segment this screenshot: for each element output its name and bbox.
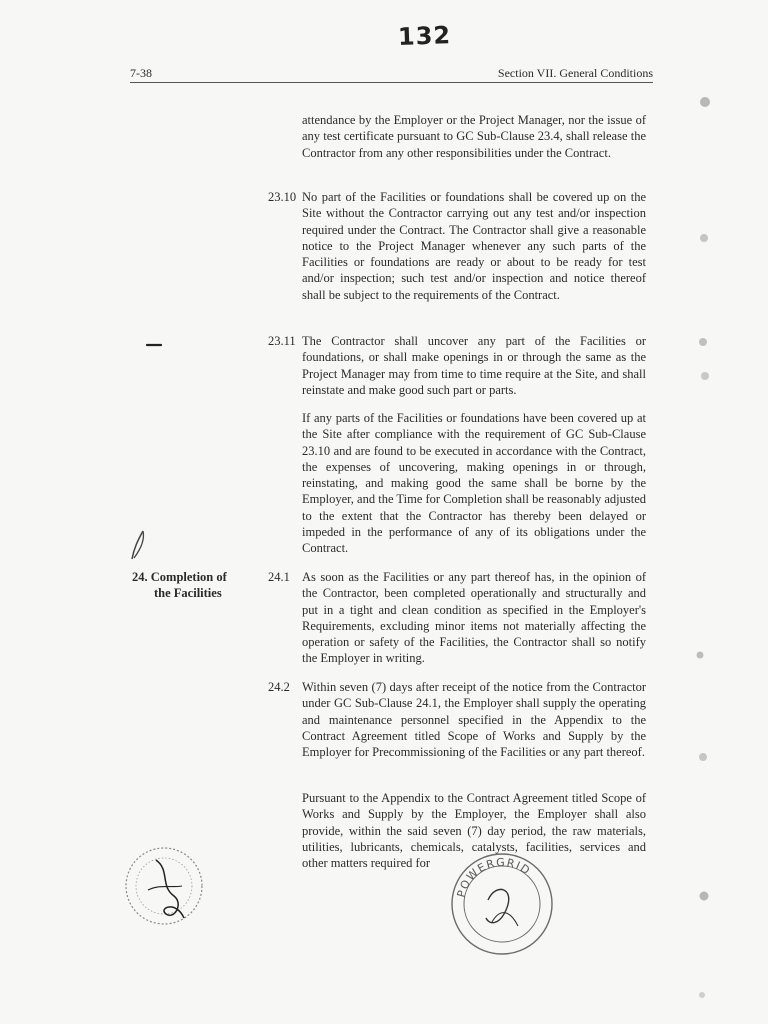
clause-23-11-paragraph-2: If any parts of the Facilities or foundations have been covered up at the Site after compliance with the requirement of GC Sub-Clause 23.10 and are found to be executed in accordance with the Contract, the expenses of uncovering, making openings in or through, reinstating, and making good the same shall be borne by the Employer, and the Time for Completion shall be reasonably adjusted to the extent that the Contractor has thereby been delayed or impeded in the performance of any of its obligations under the Contract. xyxy=(302,411,646,556)
page-number-header: 7-38 xyxy=(130,66,152,80)
section-24-heading-line-2: the Facilities xyxy=(154,586,222,600)
header-rule xyxy=(130,82,653,83)
section-title-header: Section VII. General Conditions xyxy=(497,66,653,80)
margin-pen-mark xyxy=(128,528,150,564)
clause-23-11-text: The Contractor shall uncover any part of the Facilities or foundations, or shall make openings in or through the same as the Project Manager may from time to time require at the Site, and shall reinstate and make good such part or parts. xyxy=(302,334,646,397)
clause-24-2-text: Within seven (7) days after receipt of the notice from the Contractor under GC Sub-Clause 24.1, the Employer shall supply the operating and maintenance personnel specified in the Appendix to the Contract Agreement titled Scope of Works and Supply by the Employer for Precommissioning of the Facilities or any part thereof. xyxy=(302,680,646,760)
clause-number-24-1: 24.1 xyxy=(268,570,290,584)
section-24-heading-line-1: 24. Completion of xyxy=(132,570,227,584)
scan-noise-right-edge xyxy=(690,20,720,1010)
stamp-text: POWERGRID xyxy=(454,855,534,899)
clause-number-24-2: 24.2 xyxy=(268,680,290,694)
handwritten-page-number: 132 xyxy=(397,21,452,52)
clause-24-2-paragraph-2: Pursuant to the Appendix to the Contract Agreement titled Scope of Works and Supply by the Employer, the Employer shall also provide, within the said seven (7) day period, the raw materials, utilities, lubricants, chemicals, catalysts, facilities, services and other matters required for xyxy=(302,791,646,871)
paragraph-continuation: attendance by the Employer or the Project Manager, nor the issue of any test certificate pursuant to GC Sub-Clause 23.4, shall release the Contractor from any other responsibilities under the Contract. xyxy=(302,113,646,160)
clause-23-10-text: No part of the Facilities or foundations shall be covered up on the Site without the Contractor carrying out any test and/or inspection required under the Contract. The Contractor shall give a reasonable notice to the Project Manager whenever any such parts of the Facilities or foundations are ready or about to be ready for test and/or inspection; such test and/or inspection and notice thereof shall be subject to the requirements of the Contract. xyxy=(302,190,646,302)
clause-24-1-text: As soon as the Facilities or any part thereof has, in the opinion of the Contractor, been completed operationally and structurally and put in a tight and clean condition as specified in the Employer's Requirements, excluding minor items not materially affecting the operation or safety of the Facilities, the Contractor shall so notify the Employer in writing. xyxy=(302,570,646,666)
clause-number-23-10: 23.10 xyxy=(268,190,297,204)
left-seal-signature xyxy=(118,840,214,936)
clause-number-23-11: 23.11 xyxy=(268,334,296,348)
margin-dash-mark xyxy=(146,342,162,348)
powergrid-stamp xyxy=(446,848,560,960)
